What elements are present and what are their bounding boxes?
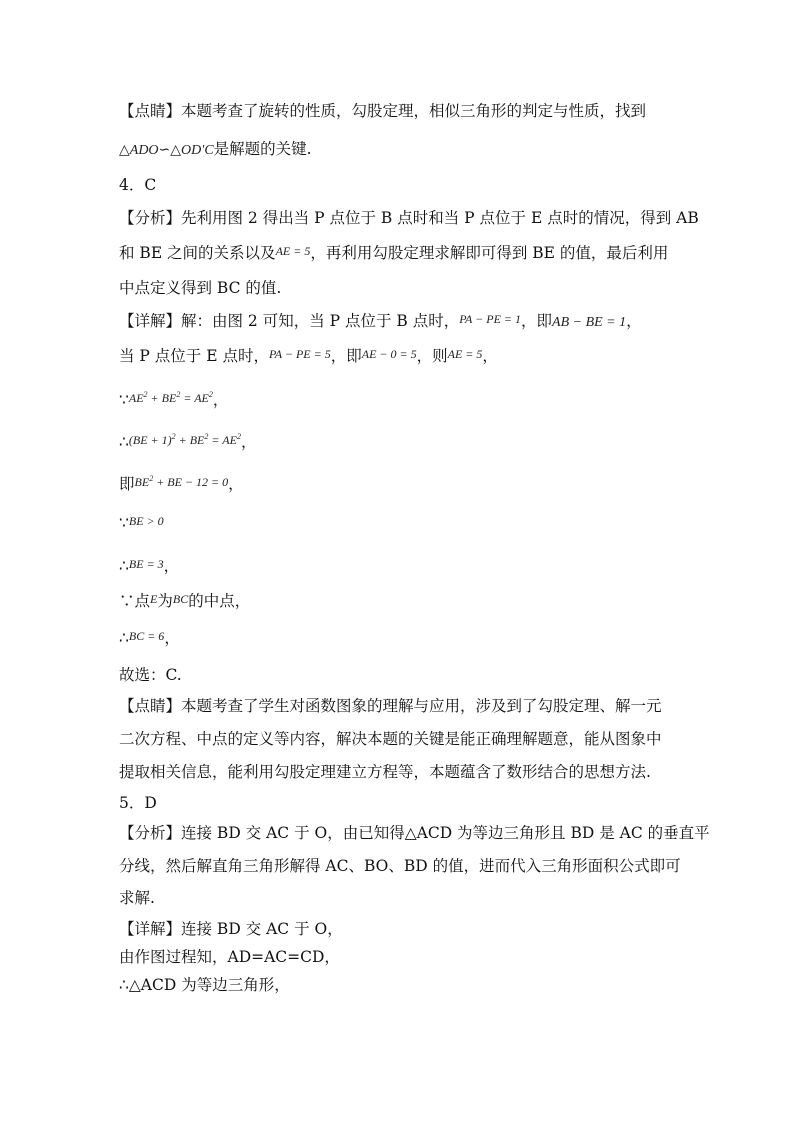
therefore-symbol: ∴	[119, 557, 129, 575]
text-line-24: 【详解】连接 BD 交 AC 于 O，	[119, 920, 343, 938]
text-segment: ，	[626, 312, 642, 330]
math-ae-5: AE = 5	[447, 347, 483, 361]
math-bc-6: BC = 6	[128, 629, 165, 643]
text-line-10	[119, 429, 679, 454]
text-segment: ，则	[416, 347, 448, 365]
text-line-18: 二次方程、中点的定义等内容，解决本题的关键是能正确理解题意，能从图象中	[119, 730, 662, 748]
math-pa-pe-5: PA − PE = 5	[268, 347, 331, 361]
text-line-25: 由作图过程知，AD=AC=CD，	[119, 948, 340, 966]
text-segment: 是解题的关键.	[213, 140, 312, 158]
because-symbol: ∵	[119, 592, 135, 610]
text-line-7	[119, 310, 679, 334]
math-similar-triangles: △ADO∽△OD′C	[119, 143, 214, 158]
text-segment: 的中点，	[188, 592, 251, 610]
text-line-1: 【点睛】本题考查了旋转的性质，勾股定理，相似三角形的判定与性质，找到	[119, 102, 647, 120]
text-segment: 为	[157, 592, 173, 610]
math-ab-be-1: AB − BE = 1	[552, 315, 627, 330]
math-ae-equals-5: AE = 5	[275, 244, 311, 258]
text-line-23: 求解.	[119, 889, 155, 907]
text-line-21: 【分析】连接 BD 交 AC 于 O，由已知得△ACD 为等边三角形且 BD 是 AC 的垂直平	[119, 824, 710, 842]
text-line-9	[119, 387, 679, 412]
answer-label-4: 4．C	[119, 176, 157, 194]
text-segment: 当 P 点位于 E 点时，	[119, 347, 269, 365]
text-line-5	[119, 242, 679, 265]
therefore-symbol: ∴	[119, 629, 129, 647]
text-segment: ，即	[521, 312, 553, 330]
math-ae-0-5: AE − 0 = 5	[361, 347, 417, 361]
math-point-e: E	[150, 592, 158, 606]
math-pa-pe-1: PA − PE = 1	[459, 312, 522, 326]
text-line-14	[119, 590, 679, 613]
text-segment: ，即	[330, 347, 362, 365]
math-be-3: BE = 3	[128, 557, 164, 571]
text-segment: ，	[212, 391, 229, 409]
text-line-12	[119, 512, 679, 535]
text-line-26: ∴△ACD 为等边三角形，	[119, 976, 290, 994]
math-pythagoras: $AE^2 + BE^2 = AE^2$	[128, 390, 213, 405]
text-segment: ，	[163, 557, 180, 575]
text-segment: 即	[119, 475, 135, 493]
math-quadratic: $BE^2$ + BE − 12 = 0	[134, 474, 229, 489]
text-line-8	[119, 345, 679, 368]
text-line-2	[119, 138, 679, 162]
text-line-19: 提取相关信息，能利用勾股定理建立方程等，本题蕴含了数形结合的思想方法.	[119, 763, 651, 781]
math-be-positive: BE > 0	[128, 514, 164, 528]
math-substitution: $(BE + 1)^2 + BE^2 = AE^2$	[128, 432, 241, 447]
text-segment: ，	[164, 629, 180, 647]
text-segment: 【详解】解：由图 2 可知，当 P 点位于 B 点时，	[119, 312, 460, 330]
because-symbol: ∵	[119, 391, 129, 409]
text-segment: ，	[482, 347, 498, 365]
text-line-16: 故选：C.	[119, 666, 182, 684]
text-segment: ，	[228, 475, 244, 493]
text-line-6: 中点定义得到 BC 的值.	[119, 279, 282, 297]
because-symbol: ∵	[119, 514, 129, 532]
text-line-13	[119, 555, 679, 578]
text-line-15	[119, 627, 679, 650]
text-segment: ，	[240, 433, 257, 451]
text-line-11	[119, 471, 679, 496]
text-segment: 点	[134, 592, 151, 610]
therefore-symbol: ∴	[119, 433, 129, 451]
math-segment-bc: BC	[172, 592, 189, 606]
text-segment: ，再利用勾股定理求解即可得到 BE 的值，最后利用	[310, 244, 669, 262]
text-line-22: 分线，然后解直角三角形解得 AC、BO、BD 的值，进而代入三角形面积公式即可	[119, 857, 681, 875]
answer-label-5: 5．D	[119, 794, 157, 812]
text-line-17: 【点睛】本题考查了学生对函数图象的理解与应用，涉及到了勾股定理、解一元	[119, 697, 662, 715]
text-segment: 和 BE 之间的关系以及	[119, 244, 276, 262]
text-line-4: 【分析】先利用图 2 得出当 P 点位于 B 点时和当 P 点位于 E 点时的情况，得到 AB	[119, 209, 699, 227]
